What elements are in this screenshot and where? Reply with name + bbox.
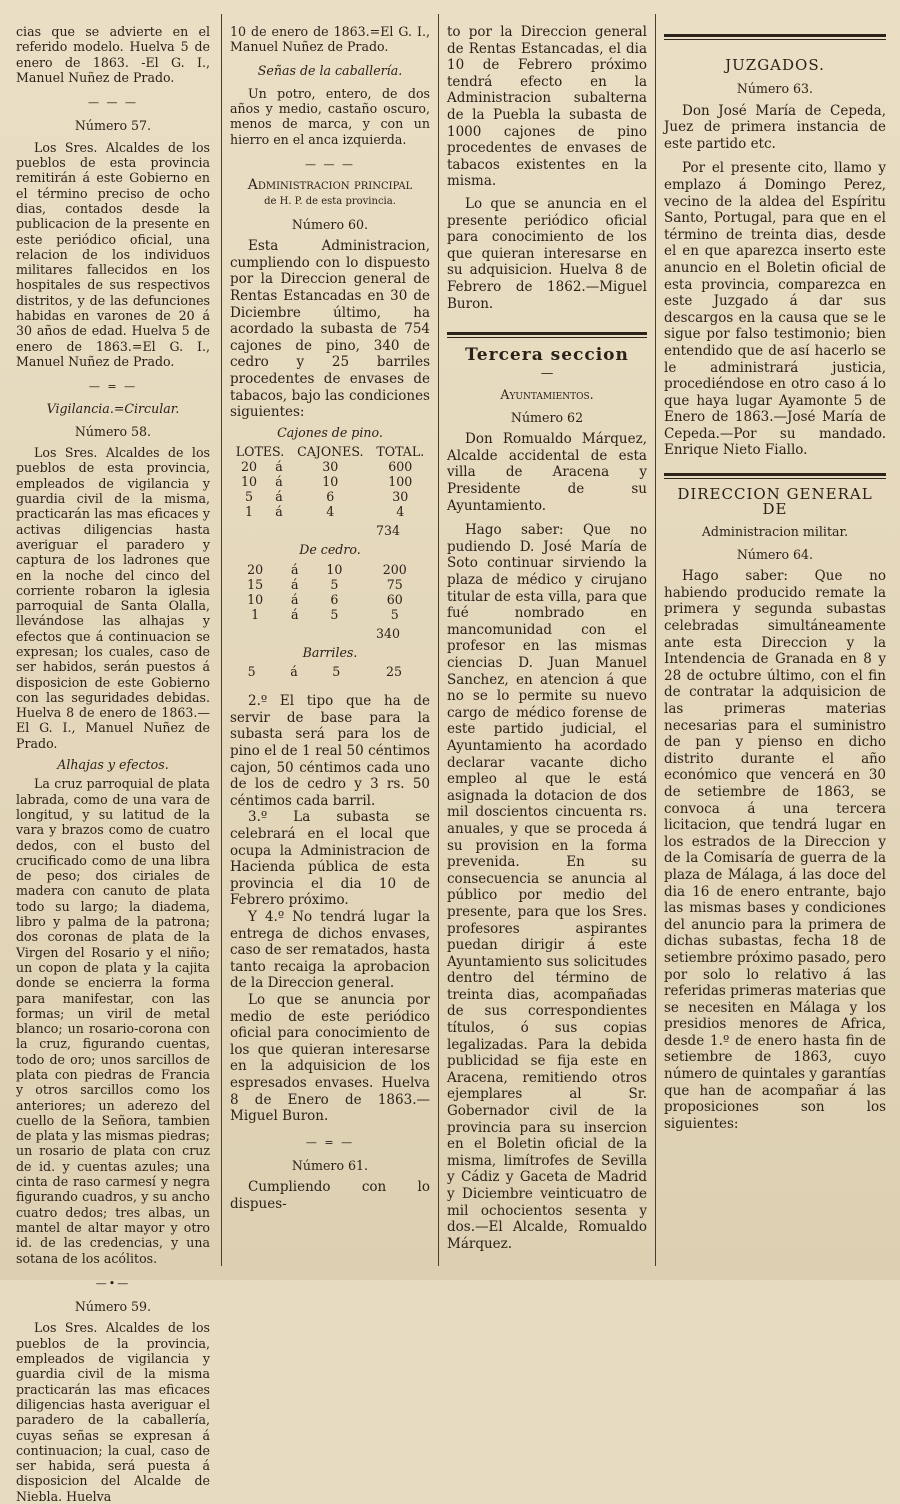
table-cell: 10 bbox=[326, 561, 343, 577]
section-heading: Alhajas y efectos. bbox=[57, 757, 169, 773]
table-cell: 6 bbox=[326, 489, 335, 505]
notice-number: Número 61. bbox=[291, 1158, 369, 1174]
table-row bbox=[230, 474, 430, 489]
table-cell: 30 bbox=[322, 459, 339, 475]
table-cell: 5 bbox=[332, 664, 341, 680]
separator: — = — bbox=[305, 1135, 355, 1149]
table-cell: 75 bbox=[386, 576, 403, 592]
table-cell: á bbox=[275, 489, 283, 505]
table-cell: á bbox=[275, 474, 283, 490]
office-heading: Administracion principal bbox=[247, 177, 413, 194]
section-title: Tercera seccion bbox=[465, 345, 629, 366]
table-cell: á bbox=[275, 459, 283, 475]
table-total: 734 bbox=[375, 523, 400, 539]
table-cell: 10 bbox=[247, 591, 264, 607]
section-subheading: Administracion militar. bbox=[701, 523, 849, 539]
lots-table bbox=[230, 444, 430, 519]
notice-body: Los Sres. Alcaldes de los pueblos de esta provincia remitirán á este Gobierno en el término preciso de ocho dias, contados desde la publicacion de la presente en este periódico oficial, una relacion de los individuos militares fallecidos en los hospitales de sus respectivos distritos, y de las defunciones habidas en varones de 20 á 30 años de edad. Huelva 5 de enero de 1863.=El G. I., Manuel Nuñez de Prado. bbox=[16, 139, 210, 369]
thick-rule bbox=[664, 473, 886, 479]
notice-number: Número 59. bbox=[74, 1299, 152, 1315]
lots-table bbox=[230, 664, 430, 679]
table-cell: 6 bbox=[330, 591, 339, 607]
table-cell: á bbox=[291, 606, 299, 622]
table-cell: á bbox=[291, 591, 299, 607]
section-dash: — bbox=[540, 365, 554, 381]
table-cell: 10 bbox=[241, 474, 258, 490]
office-subheading: de H. P. de esta provincia. bbox=[264, 195, 396, 207]
table-cell: á bbox=[290, 664, 298, 680]
table-cell: á bbox=[275, 504, 283, 520]
thick-rule bbox=[447, 332, 647, 338]
table-cell: 20 bbox=[241, 459, 258, 475]
table-total: 340 bbox=[375, 625, 400, 641]
notice-number: Número 64. bbox=[736, 546, 814, 562]
notice-number: Número 60. bbox=[291, 216, 369, 232]
condition-4: Y 4.º No tendrá lugar la entrega de dichos envases, caso de ser rematados, hasta tanto recaiga la aprobacion de la Direccion general. bbox=[230, 909, 430, 992]
notice-body: Hago saber: Que no pudiendo D. José María de Soto continuar sirviendo la plaza de médico y cirujano titular de esta villa, para que fué nombrado en mancomunidad con el profesor en las mismas ciencias D. Juan Manuel Sanchez, en atencion á que no se lo permite su nuevo cargo de médico forense de este partido judicial, el Ayuntamiento ha acordado declarar vacante dicho empleo al que le está asignada la dotacion de dos mil doscientos cincuenta rs. anuales, y que se proceda á su provision en la forma prevenida. En su consecuencia se anuncia al público por medio del presente, para que los Sres. profesores aspirantes puedan dirigir á este Ayuntamiento sus solicitudes dentro del término de treinta dias, acompañadas de sus correspondientes títulos, ó sus copias legalizadas. Para la debida publicidad se fija este en Aracena, remitiendo otros ejemplares al Sr. Gobernador civil de la provincia para su insercion en el Boletin oficial de la misma, limítrofes de Sevilla y Cádiz y Gaceta de Madrid y Diciembre veinticuatro de mil ochocientos sesenta y dos.—El Alcalde, Romualdo Márquez. bbox=[447, 522, 647, 1252]
column-2 bbox=[230, 24, 430, 1264]
table-header: TOTAL. bbox=[376, 444, 425, 460]
notice-intro: Don Romualdo Márquez, Alcalde accidental de esta villa de Aracena y Presidente de su Ayuntamiento. bbox=[447, 431, 647, 514]
section-heading: Señas de la caballería. bbox=[257, 62, 403, 78]
column-rule bbox=[221, 14, 222, 1266]
lots-table bbox=[230, 562, 430, 622]
table-cell: 5 bbox=[390, 606, 399, 622]
continuation-text: to por la Direccion general de Rentas Estancadas, el dia 10 de Febrero próximo tendrá efecto en la Administracion subalterna de la Puebla la subasta de 1000 cajones de pino procedentes de envases de tabacos existentes en la misma. bbox=[447, 24, 647, 190]
table-row bbox=[230, 504, 430, 519]
table-cell: 30 bbox=[392, 489, 409, 505]
table-heading: De cedro. bbox=[299, 542, 361, 558]
table-row bbox=[230, 562, 430, 577]
notice-body: Hago saber: Que no habiendo producido remate la primera y segunda subastas celebradas simultáneamente ante esta Direccion y la Intendencia de Granada en 8 y 28 de octubre último, con el fin de contratar la adquisicion de las primeras materias necesarias para el suministro de pan y pienso en dicho distrito durante el año económico que vencerá en 30 de setiembre de 1863, se convoca á una tercera licitacion, que tendrá lugar en los estrados de la Direccion y de la Comisaría de guerra de la plaza de Málaga, á las doce del dia 16 de enero entrante, bajo las mismas bases y condiciones del anuncio para la primera de dichas subastas, fecha 18 de setiembre próximo pasado, pero por solo lo relativo á las referidas primeras materias que se necesiten en Málaga y los presidios menores de Africa, desde 1.º de enero hasta fin de setiembre de 1863, cuyo número de quintales y garantías que han de acompañar á las proposiciones son los siguientes: bbox=[664, 568, 886, 1132]
thick-rule bbox=[664, 34, 886, 40]
table-cell: á bbox=[291, 561, 299, 577]
notice-closing: Lo que se anuncia por medio de este periódico oficial para conocimiento de los que quieran interesarse en la adquisicion de los espresados envases. Huelva 8 de Enero de 1863.—Miguel Buron. bbox=[230, 991, 430, 1125]
notice-number: Número 63. bbox=[736, 81, 814, 97]
table-cell: 5 bbox=[247, 664, 256, 680]
table-row bbox=[230, 459, 430, 474]
table-row bbox=[230, 592, 430, 607]
notice-body: Un potro, entero, de dos años y medio, castaño oscuro, menos de marca, y con un hierro en el anca izquierda. bbox=[230, 85, 430, 147]
column-3 bbox=[447, 24, 647, 1264]
section-heading: Vigilancia.=Circular. bbox=[46, 400, 180, 416]
separator: —•— bbox=[95, 1276, 131, 1290]
table-cell: 5 bbox=[245, 489, 254, 505]
table-cell: 25 bbox=[385, 664, 402, 680]
table-cell: 10 bbox=[322, 474, 339, 490]
notice-body: Los Sres. Alcaldes de los pueblos de la provincia, empleados de vigilancia y guardia civil de la misma practicarán las mas eficaces diligencias hasta averiguar el paradero de la caballería, cuyas señas se expresan á continuacion; la cual, caso de ser habida, será puesta á disposicion del Alcalde de Niebla. Huelva bbox=[16, 1320, 210, 1504]
table-row bbox=[230, 489, 430, 504]
table-cell: 1 bbox=[245, 504, 254, 520]
table-cell: 1 bbox=[251, 606, 260, 622]
table-row bbox=[230, 664, 430, 679]
table-cell: á bbox=[291, 576, 299, 592]
table-cell: 5 bbox=[330, 576, 339, 592]
condition-3: 3.º La subasta se celebrará en el local que ocupa la Administracion de Hacienda pública de esta provincia el dia 10 de Febrero próximo. bbox=[230, 809, 430, 909]
table-header: LOTES. bbox=[235, 444, 285, 460]
table-heading: Cajones de pino. bbox=[277, 424, 383, 440]
notice-body: Por el presente cito, llamo y emplazo á Domingo Perez, vecino de la aldea del Espíritu Santo, Portugal, para que en el término de treinta dias, desde el en que aparezca inserto este anuncio en el Boletin oficial de esta provincia, comparezca en este Juzgado á dar sus descargos en la causa que se le sigue por falso testimonio; bien entendido que de así hacerlo se le administrará justicia, procediéndose en otro caso á lo que haya lugar Ayamonte 5 de Enero de 1863.—José María de Cepeda.—Por su mandado. Enrique Nieto Fiallo. bbox=[664, 160, 886, 459]
table-cell: 4 bbox=[396, 504, 405, 520]
table-cell: 20 bbox=[247, 561, 264, 577]
notice-body: Cumpliendo con lo dispues- bbox=[230, 1179, 430, 1212]
table-cell: 200 bbox=[382, 561, 407, 577]
condition-2: 2.º El tipo que ha de servir de base para la subasta será para los de pino el de 1 real 50 céntimos cajon, 50 céntimos cada uno de los de cedro y 3 rs. 50 céntimos cada barril. bbox=[230, 693, 430, 809]
table-cell: 15 bbox=[247, 576, 264, 592]
column-rule bbox=[438, 14, 439, 1266]
table-header: CAJONES. bbox=[297, 444, 364, 460]
separator: — — — bbox=[88, 96, 138, 110]
notice-body: La cruz parroquial de plata labrada, como de una vara de longitud, y su latitud de la vara y brazos como de cuatro dedos, con el busto del crucificado como de una libra de peso; dos ciriales de madera con canuto de plata todo su largo; la diadema, libro y palma de la patrona; dos coronas de plata de la Virgen del Rosario y el niño; un copon de plata y la cajita donde se encierra la forma para manifestar, con las formas; un viril de metal blanco; un rosario-corona con la cruz, figurando cuentas, todo de oro; unos sarcillos de plata con piedras de Francia y otros sarcillos como los anteriores; un aderezo del cuello de la Señora, tambien de plata y las mismas piedras; un rosario de plata con cruz de id. y cuentas azules; una cinta de raso carmesí y negra figurando cuadros, y su ancho cuatro dedos; tres albas, un mantel de altar mayor y otro id. de las credencias, y una sotana de los acólitos. bbox=[16, 776, 210, 1266]
notice-number: Número 57. bbox=[74, 118, 152, 134]
notice-number: Número 62 bbox=[510, 409, 584, 425]
continuation-text: cias que se advierte en el referido modelo. Huelva 5 de enero de 1863. -El G. I., Manuel Nuñez de Prado. bbox=[16, 24, 210, 85]
column-4 bbox=[664, 24, 886, 1264]
section-heading: JUZGADOS. bbox=[725, 56, 825, 74]
notice-body: Los Sres. Alcaldes de los pueblos de esta provincia, empleados de vigilancia y guardia civil de la misma, practicarán las mas eficaces y activas diligencias hasta averiguar el paradero y captura de los ladrones que en la noche del cinco del corriente robaron la iglesia parroquial de Santa Olalla, llevándose las alhajas y efectos que á continuacion se expresan; los cuales, caso de ser habidos, serán puestos á disposicion de este Gobierno con las seguridades debidas. Huelva 8 de enero de 1863.—El G. I., Manuel Nuñez de Prado. bbox=[16, 445, 210, 751]
table-cell: 600 bbox=[388, 459, 413, 475]
table-row bbox=[230, 577, 430, 592]
separator: — — — bbox=[305, 158, 355, 172]
table-cell: 60 bbox=[386, 591, 403, 607]
table-cell: 5 bbox=[330, 606, 339, 622]
notice-number: Número 58. bbox=[74, 423, 152, 439]
column-rule bbox=[655, 14, 656, 1266]
table-cell: 4 bbox=[326, 504, 335, 520]
notice-body: Esta Administracion, cumpliendo con lo dispuesto por la Direccion general de Rentas Estancadas en 30 de Diciembre último, ha acordado la subasta de 754 cajones de pino, 340 de cedro y 25 barriles procedentes de envases de tabacos, bajo las condiciones siguientes: bbox=[230, 238, 430, 421]
table-heading: Barriles. bbox=[302, 644, 358, 660]
column-1 bbox=[16, 24, 210, 1504]
continuation-text: 10 de enero de 1863.=El G. I., Manuel Nuñez de Prado. bbox=[230, 24, 430, 55]
section-subheading: Ayuntamientos. bbox=[500, 386, 594, 402]
separator: — = — bbox=[88, 380, 138, 394]
section-heading: DIRECCION GENERAL DE bbox=[677, 485, 873, 519]
notice-intro: Don José María de Cepeda, Juez de primera instancia de este partido etc. bbox=[664, 102, 886, 152]
table-row bbox=[230, 607, 430, 622]
table-cell: 100 bbox=[388, 474, 413, 490]
notice-closing: Lo que se anuncia en el presente periódico oficial para conocimiento de los que quieran interesarse en su adquisicion. Huelva 8 de Febrero de 1862.—Miguel Buron. bbox=[447, 195, 647, 312]
